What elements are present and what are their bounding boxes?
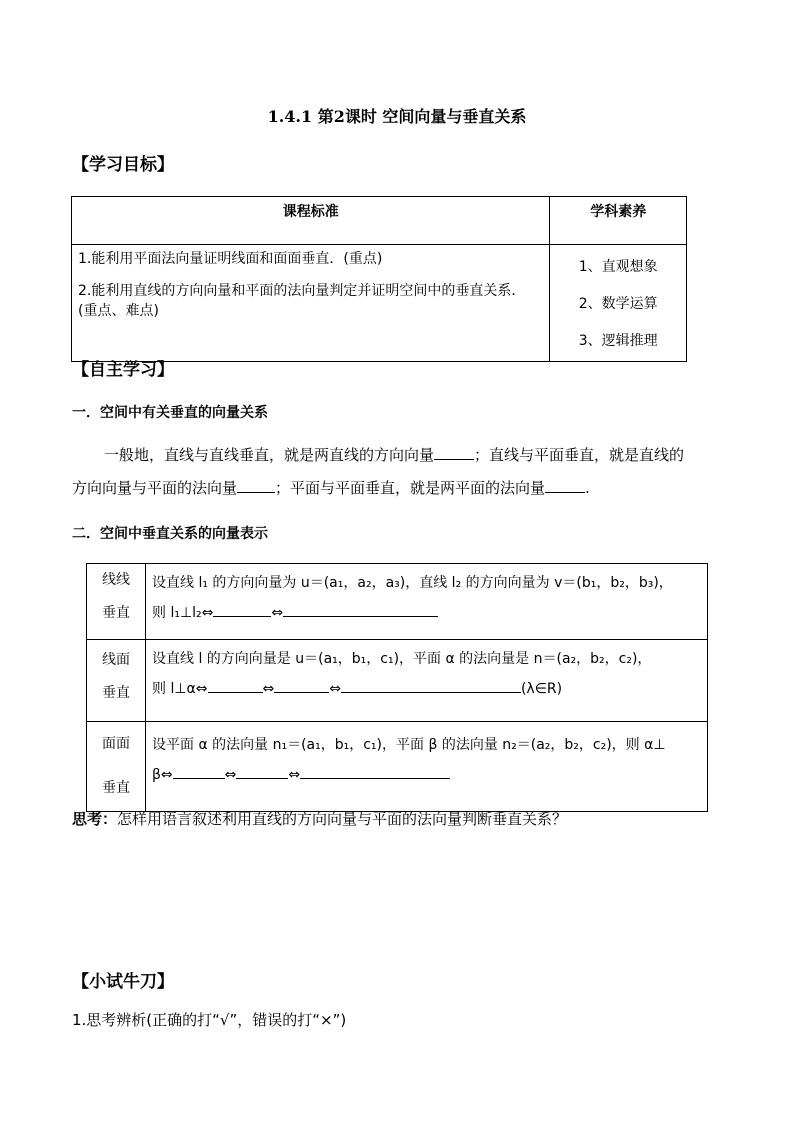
row-plane-plane-text1: 设平面 α 的法向量 n₁＝(a₁，b₁，c₁)，平面 β 的法向量 n₂＝(a₂，b₂，c₂)，则 α⊥ bbox=[152, 737, 666, 753]
part1-text-a: 一般地，直线与直线垂直，就是两直线的方向向量 bbox=[104, 446, 435, 464]
part1-text-c: 方向向量与平面的法向量 bbox=[72, 479, 238, 497]
answer-blank[interactable] bbox=[213, 601, 271, 617]
part1-text-d: ；平面与平面垂直，就是两平面的法向量 bbox=[275, 479, 546, 497]
row-body-line-line bbox=[146, 564, 708, 640]
row-line-line-text2: 则 l₁⊥l₂⇔ ⇔ bbox=[152, 598, 701, 628]
answer-blank[interactable] bbox=[434, 444, 474, 460]
part1-line1 bbox=[104, 438, 684, 472]
page-title: 1.4.1 第2课时 空间向量与垂直关系 bbox=[267, 107, 527, 126]
answer-blank[interactable] bbox=[208, 677, 263, 693]
row-label-line-line: 线线 垂直 bbox=[87, 564, 146, 640]
standard-item: 1.能利用平面法向量证明线面和面面垂直．(重点) bbox=[78, 251, 383, 267]
row-label-plane-plane: 面面 垂直 bbox=[87, 722, 146, 812]
think-label: 思考： bbox=[72, 810, 118, 828]
section-practice: 【小试牛刀】 bbox=[72, 972, 174, 992]
part1-line2 bbox=[72, 471, 590, 505]
answer-blank[interactable] bbox=[300, 763, 450, 779]
part1-text-b: ；直线与平面垂直，就是直线的 bbox=[474, 446, 685, 464]
part2-heading: 二．空间中垂直关系的向量表示 bbox=[72, 526, 268, 542]
section-objectives: 【学习目标】 bbox=[72, 155, 174, 175]
vector-relations-table bbox=[86, 563, 708, 812]
section-self-study: 【自主学习】 bbox=[72, 360, 174, 380]
part1-heading: 一．空间中有关垂直的向量关系 bbox=[72, 405, 268, 421]
row-line-line-text1: 设直线 l₁ 的方向向量为 u＝(a₁，a₂，a₃)，直线 l₂ 的方向向量为 v＝(b₁，b₂，b₃)， bbox=[152, 575, 673, 591]
answer-blank[interactable] bbox=[545, 477, 585, 493]
literacy-cell bbox=[550, 245, 687, 362]
answer-blank[interactable] bbox=[173, 763, 225, 779]
objectives-table bbox=[71, 196, 687, 362]
row-label-line-plane: 线面 垂直 bbox=[87, 640, 146, 722]
standards-cell bbox=[72, 245, 550, 362]
row-body-plane-plane bbox=[146, 722, 708, 812]
row-line-plane-text1: 设直线 l 的方向向量是 u＝(a₁，b₁，c₁)，平面 α 的法向量是 n＝(a₂，b₂，c₂)， bbox=[152, 651, 652, 667]
standard-item: 2.能利用直线的方向向量和平面的法向量判定并证明空间中的垂直关系．(重点、难点) bbox=[78, 283, 526, 319]
col-header-standards: 课程标准 bbox=[72, 197, 550, 245]
row-body-line-plane bbox=[146, 640, 708, 722]
answer-blank[interactable] bbox=[341, 677, 521, 693]
literacy-item: 2、数学运算 bbox=[578, 296, 658, 312]
literacy-item: 3、逻辑推理 bbox=[578, 333, 658, 349]
think-text: 怎样用语言叙述利用直线的方向向量与平面的法向量判断垂直关系？ bbox=[117, 810, 568, 828]
row-line-plane-text2: 则 l⊥α⇔ ⇔ ⇔ (λ∈R) bbox=[152, 674, 701, 704]
answer-blank[interactable] bbox=[237, 477, 275, 493]
literacy-item: 1、直观想象 bbox=[578, 259, 658, 275]
answer-blank[interactable] bbox=[283, 601, 438, 617]
row-plane-plane-text2: β⇔ ⇔ ⇔ bbox=[152, 760, 701, 790]
exercise-1: 1.思考辨析(正确的打“√”，错误的打“×”) bbox=[72, 1011, 347, 1029]
answer-blank[interactable] bbox=[274, 677, 329, 693]
think-question bbox=[72, 808, 567, 829]
part1-text-e: . bbox=[585, 479, 590, 497]
answer-blank[interactable] bbox=[236, 763, 288, 779]
col-header-literacy: 学科素养 bbox=[550, 197, 687, 245]
